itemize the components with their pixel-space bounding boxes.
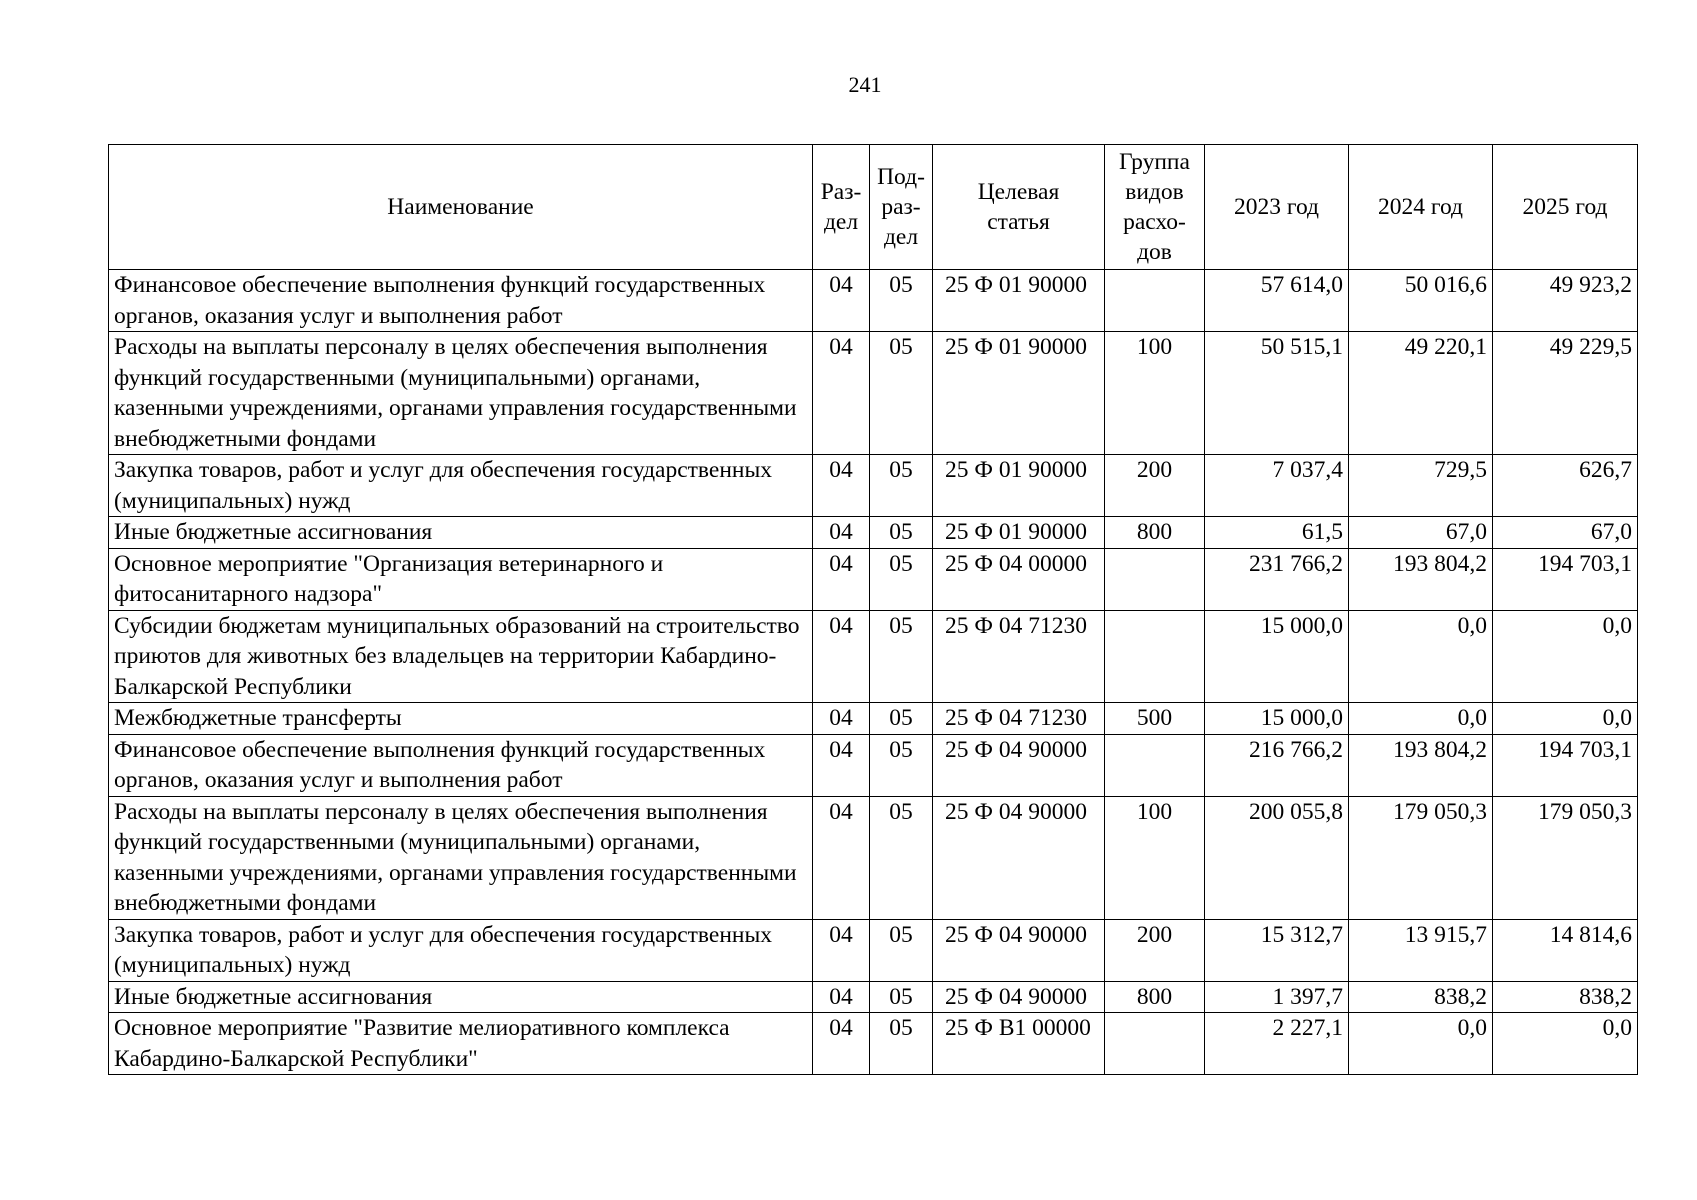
row-name: Закупка товаров, работ и услуг для обеспечения государственных (муниципальных) нужд	[109, 455, 813, 517]
row-2023: 1 397,7	[1205, 981, 1349, 1013]
row-group: 800	[1105, 517, 1205, 549]
row-2024: 0,0	[1349, 610, 1493, 703]
row-2023: 57 614,0	[1205, 270, 1349, 332]
row-2025: 194 703,1	[1493, 734, 1638, 796]
row-2025: 49 229,5	[1493, 332, 1638, 455]
row-section: 04	[813, 517, 870, 549]
row-target: 25 Ф 01 90000	[933, 332, 1105, 455]
header-target: Целевая статья	[933, 145, 1105, 270]
row-target: 25 Ф 04 00000	[933, 548, 1105, 610]
table-row	[109, 703, 1638, 735]
row-2023: 15 000,0	[1205, 610, 1349, 703]
row-subsection: 05	[870, 332, 933, 455]
row-target: 25 Ф В1 00000	[933, 1013, 1105, 1075]
row-2023: 231 766,2	[1205, 548, 1349, 610]
row-name: Расходы на выплаты персоналу в целях обеспечения выполнения функций государственными (муниципальными) органами, казенными учреждениями, органами управления государственными внебюджетными фондами	[109, 332, 813, 455]
header-name: Наименование	[109, 145, 813, 270]
row-subsection: 05	[870, 981, 933, 1013]
row-name: Финансовое обеспечение выполнения функций государственных органов, оказания услуг и выполнения работ	[109, 734, 813, 796]
row-section: 04	[813, 1013, 870, 1075]
row-section: 04	[813, 734, 870, 796]
row-section: 04	[813, 455, 870, 517]
row-subsection: 05	[870, 610, 933, 703]
row-2023: 7 037,4	[1205, 455, 1349, 517]
row-2024: 50 016,6	[1349, 270, 1493, 332]
row-target: 25 Ф 04 90000	[933, 796, 1105, 919]
header-2025: 2025 год	[1493, 145, 1638, 270]
row-2024: 179 050,3	[1349, 796, 1493, 919]
table-row	[109, 796, 1638, 919]
row-target: 25 Ф 04 90000	[933, 981, 1105, 1013]
row-section: 04	[813, 548, 870, 610]
row-2025: 0,0	[1493, 610, 1638, 703]
row-group: 800	[1105, 981, 1205, 1013]
table-row	[109, 332, 1638, 455]
row-2024: 13 915,7	[1349, 919, 1493, 981]
row-2025: 14 814,6	[1493, 919, 1638, 981]
table-row	[109, 734, 1638, 796]
row-group: 200	[1105, 455, 1205, 517]
table-row	[109, 517, 1638, 549]
row-subsection: 05	[870, 517, 933, 549]
row-section: 04	[813, 981, 870, 1013]
header-group: Группа видов расхо- дов	[1105, 145, 1205, 270]
table-row	[109, 610, 1638, 703]
row-2023: 15 312,7	[1205, 919, 1349, 981]
row-2024: 0,0	[1349, 703, 1493, 735]
row-section: 04	[813, 796, 870, 919]
row-subsection: 05	[870, 1013, 933, 1075]
row-group: 200	[1105, 919, 1205, 981]
table-row	[109, 455, 1638, 517]
row-target: 25 Ф 01 90000	[933, 455, 1105, 517]
row-group	[1105, 1013, 1205, 1075]
row-name: Расходы на выплаты персоналу в целях обеспечения выполнения функций государственными (муниципальными) органами, казенными учреждениями, органами управления государственными внебюджетными фондами	[109, 796, 813, 919]
row-name: Иные бюджетные ассигнования	[109, 517, 813, 549]
row-2025: 179 050,3	[1493, 796, 1638, 919]
row-target: 25 Ф 04 71230	[933, 703, 1105, 735]
row-name: Основное мероприятие "Организация ветеринарного и фитосанитарного надзора"	[109, 548, 813, 610]
header-2023: 2023 год	[1205, 145, 1349, 270]
row-subsection: 05	[870, 455, 933, 517]
row-name: Иные бюджетные ассигнования	[109, 981, 813, 1013]
row-group: 100	[1105, 332, 1205, 455]
row-2024: 193 804,2	[1349, 734, 1493, 796]
table-row	[109, 548, 1638, 610]
row-2024: 67,0	[1349, 517, 1493, 549]
row-2024: 49 220,1	[1349, 332, 1493, 455]
row-group	[1105, 270, 1205, 332]
row-2025: 67,0	[1493, 517, 1638, 549]
header-section: Раз- дел	[813, 145, 870, 270]
table-row	[109, 270, 1638, 332]
row-2023: 200 055,8	[1205, 796, 1349, 919]
row-target: 25 Ф 01 90000	[933, 517, 1105, 549]
row-group	[1105, 548, 1205, 610]
row-2024: 838,2	[1349, 981, 1493, 1013]
row-section: 04	[813, 919, 870, 981]
row-subsection: 05	[870, 548, 933, 610]
row-name: Финансовое обеспечение выполнения функций государственных органов, оказания услуг и выполнения работ	[109, 270, 813, 332]
row-target: 25 Ф 04 90000	[933, 919, 1105, 981]
row-group: 100	[1105, 796, 1205, 919]
row-name: Межбюджетные трансферты	[109, 703, 813, 735]
row-section: 04	[813, 332, 870, 455]
row-2024: 193 804,2	[1349, 548, 1493, 610]
row-2023: 50 515,1	[1205, 332, 1349, 455]
row-subsection: 05	[870, 703, 933, 735]
row-2023: 61,5	[1205, 517, 1349, 549]
row-target: 25 Ф 04 71230	[933, 610, 1105, 703]
row-2025: 49 923,2	[1493, 270, 1638, 332]
row-2025: 626,7	[1493, 455, 1638, 517]
row-2023: 2 227,1	[1205, 1013, 1349, 1075]
row-section: 04	[813, 610, 870, 703]
table-row	[109, 1013, 1638, 1075]
header-subsection: Под- раз- дел	[870, 145, 933, 270]
row-name: Закупка товаров, работ и услуг для обеспечения государственных (муниципальных) нужд	[109, 919, 813, 981]
row-2024: 0,0	[1349, 1013, 1493, 1075]
row-subsection: 05	[870, 270, 933, 332]
row-2025: 194 703,1	[1493, 548, 1638, 610]
row-2025: 0,0	[1493, 1013, 1638, 1075]
row-section: 04	[813, 703, 870, 735]
row-group	[1105, 734, 1205, 796]
row-group	[1105, 610, 1205, 703]
row-section: 04	[813, 270, 870, 332]
table-body	[109, 270, 1638, 1075]
budget-table	[108, 144, 1638, 1075]
row-subsection: 05	[870, 919, 933, 981]
header-2024: 2024 год	[1349, 145, 1493, 270]
row-2023: 216 766,2	[1205, 734, 1349, 796]
table-row	[109, 919, 1638, 981]
row-target: 25 Ф 01 90000	[933, 270, 1105, 332]
row-subsection: 05	[870, 796, 933, 919]
row-2023: 15 000,0	[1205, 703, 1349, 735]
row-group: 500	[1105, 703, 1205, 735]
page-number: 241	[848, 72, 882, 97]
table-header-row	[109, 145, 1638, 270]
table-row	[109, 981, 1638, 1013]
row-2024: 729,5	[1349, 455, 1493, 517]
row-name: Основное мероприятие "Развитие мелиоративного комплекса Кабардино-Балкарской Республики"	[109, 1013, 813, 1075]
row-2025: 0,0	[1493, 703, 1638, 735]
row-subsection: 05	[870, 734, 933, 796]
row-target: 25 Ф 04 90000	[933, 734, 1105, 796]
row-name: Субсидии бюджетам муниципальных образований на строительство приютов для животных без владельцев на территории Кабардино-Балкарской Республики	[109, 610, 813, 703]
row-2025: 838,2	[1493, 981, 1638, 1013]
